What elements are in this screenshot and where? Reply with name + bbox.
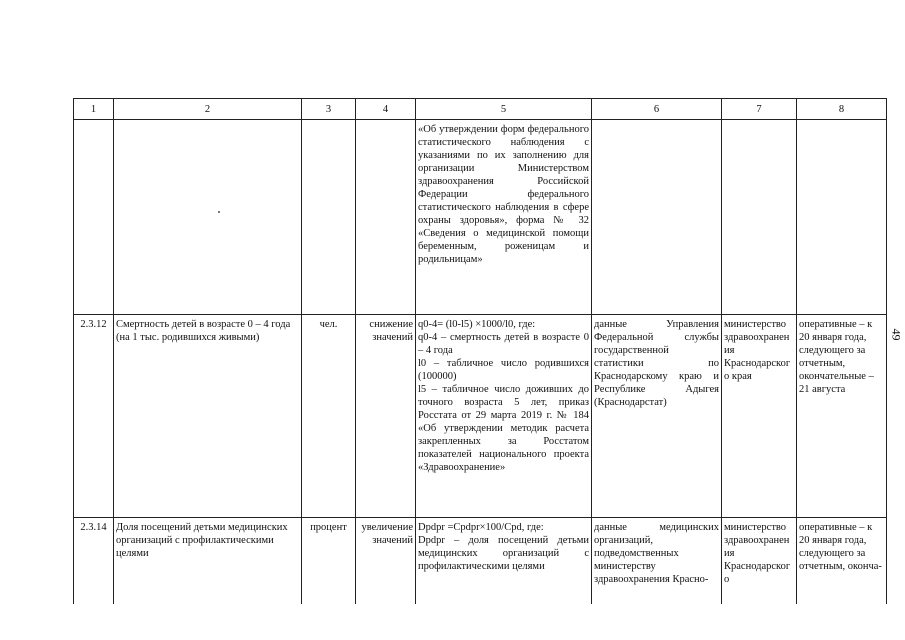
unit: процент xyxy=(302,518,356,605)
indicator-name: Доля посещений детьми медицинских организаций с профилактическими целями xyxy=(114,518,302,605)
header-cell: 5 xyxy=(416,99,592,120)
indicator-table xyxy=(73,98,887,604)
header-cell: 6 xyxy=(592,99,722,120)
header-cell: 1 xyxy=(74,99,114,120)
table-row xyxy=(74,315,887,518)
deadline xyxy=(797,120,887,315)
deadline: оперативные – к 20 января года, следующего за отчетным, оконча- xyxy=(797,518,887,605)
method: «Об утверждении форм федерального статистического наблюдения с указаниями по их заполнению для организации Министерством здравоохранения Российской Федерации федерального статистического наблюдения в сфере охраны здоровья», форма № 32 «Сведения о медицинской помощи беременным, роженицам и родильницам» xyxy=(416,120,592,315)
header-cell: 7 xyxy=(722,99,797,120)
row-number: 2.3.14 xyxy=(74,518,114,605)
page-number: 49 xyxy=(889,328,904,341)
trend: снижение значений xyxy=(356,315,416,518)
trend: увеличение значений xyxy=(356,518,416,605)
table-row xyxy=(74,518,887,605)
indicator-name: Смертность детей в возрасте 0 – 4 года (на 1 тыс. родившихся живыми) xyxy=(114,315,302,518)
trend xyxy=(356,120,416,315)
header-cell: 2 xyxy=(114,99,302,120)
method: Dpdpr =Cpdpr×100/Cpd, где: Dpdpr – доля посещений детьми медицинских организаций с профилактическими целями xyxy=(416,518,592,605)
header-cell: 8 xyxy=(797,99,887,120)
indicator-name xyxy=(114,120,302,315)
unit xyxy=(302,120,356,315)
responsible xyxy=(722,120,797,315)
header-cell: 3 xyxy=(302,99,356,120)
header-row xyxy=(74,99,887,120)
source xyxy=(592,120,722,315)
scan-speck xyxy=(218,211,220,213)
method: q0-4= (l0-l5) ×1000/l0, где: q0-4 – смертность детей в возрасте 0 – 4 года l0 – табличное число родившихся (100000) l5 – табличное число доживших до точного возраста 5 лет, приказ Росстата от 29 марта 2019 г. № 184 «Об утверждении методик расчета закрепленных за Росстатом показателей национального проекта «Здравоохранение» xyxy=(416,315,592,518)
responsible: министерство здравоохранения Краснодарского xyxy=(722,518,797,605)
deadline: оперативные – к 20 января года, следующего за отчетным, окончательные – 21 августа xyxy=(797,315,887,518)
source: данные медицинских организаций, подведомственных министерству здравоохранения Красно- xyxy=(592,518,722,605)
unit: чел. xyxy=(302,315,356,518)
header-cell: 4 xyxy=(356,99,416,120)
responsible: министерство здравоохранения Краснодарского края xyxy=(722,315,797,518)
row-number: 2.3.12 xyxy=(74,315,114,518)
source: данные Управления Федеральной службы государственной статистики по Краснодарскому краю и Республике Адыгея (Краснодарстат) xyxy=(592,315,722,518)
row-number xyxy=(74,120,114,315)
table-row xyxy=(74,120,887,315)
